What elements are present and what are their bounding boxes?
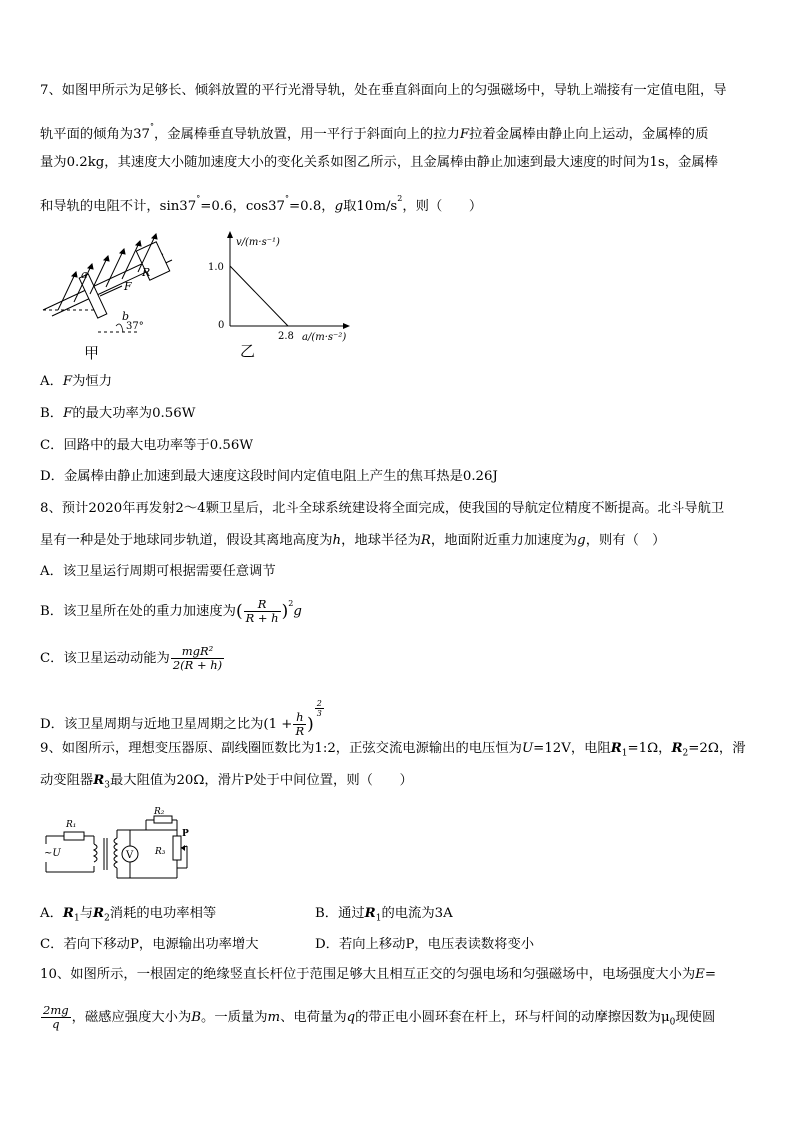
q7-option-a[interactable]: A．F为恒力 xyxy=(40,374,113,389)
q7-line4: 和导轨的电阻不计，sin37°=0.6，cos37°=0.8，g取$10m/s^2$，则（ ） xyxy=(40,194,483,214)
label-a: a xyxy=(81,268,88,281)
q8-option-c[interactable]: C．该卫星运动动能为 $\frac{\text{mgR²}}{2(R + h)}$ xyxy=(40,644,223,672)
q9-line2: 动变阻器$R_3$最大阻值为20Ω，滑片P处于中间位置，则（ ） xyxy=(40,773,413,791)
q8-option-a[interactable]: A．该卫星运行周期可根据需要任意调节 xyxy=(40,564,276,579)
figure-transformer-circuit xyxy=(42,806,192,882)
q7-line1: 7、如图甲所示为足够长、倾斜放置的平行光滑导轨，处在垂直斜面向上的匀强磁场中，导轨上端接有一定值电阻，导 xyxy=(40,83,727,98)
x-axis-label: a/(m·s⁻²) xyxy=(302,332,347,343)
q7-option-b[interactable]: B．F的最大功率为0.56W xyxy=(40,406,196,421)
label-b: b xyxy=(122,310,130,323)
caption-yi: 乙 xyxy=(240,342,256,360)
q9-option-d[interactable]: D．若向上移动P，电压表读数将变小 xyxy=(315,937,535,952)
label-F: F xyxy=(124,280,132,293)
caption-jia: 甲 xyxy=(84,344,100,362)
figure-jia-incline-rails xyxy=(38,232,188,364)
q9-option-b[interactable]: B．通过$R_1$的电流为3A xyxy=(315,906,453,924)
label-R3: R₃ xyxy=(155,847,166,857)
figure-yi-v-a-graph xyxy=(200,228,370,364)
voltmeter-label: V xyxy=(126,850,134,861)
label-P: P xyxy=(182,829,189,839)
q8-option-b[interactable]: B．该卫星所在处的重力加速度为( $\frac{R}{R + h}$ )$^2$g xyxy=(40,597,302,625)
x-tick: 2.8 xyxy=(278,331,294,342)
label-U: ~U xyxy=(44,848,61,859)
q8-line1: 8、预计2020年再发射2～4颗卫星后，北斗全球系统建设将全面完成，使我国的导航定位精度不断提高。北斗导航卫 xyxy=(40,501,725,516)
q8-line2: 星有一种是处于地球同步轨道，假设其离地高度为h，地球半径为R，地面附近重力加速度为g，则有（ ） xyxy=(40,533,666,548)
q8-option-d[interactable]: D．该卫星周期与近地卫星周期之比为(1 + $\frac{h}{R}$ ) $\frac{2}{3}$ xyxy=(40,699,322,738)
y-tick: 1.0 xyxy=(208,262,224,273)
q10-line2: $\frac{2mg}{q}$ ，磁感应强度大小为B。一质量为m、电荷量为q的带正电小圆环套在杆上，环与杆间的动摩擦因数为$\mu_0$现使圆 xyxy=(43,1003,716,1031)
q7-option-d[interactable]: D．金属棒由静止加速到最大速度这段时间内定值电阻上产生的焦耳热是0.26J xyxy=(40,469,498,484)
label-R: R xyxy=(142,266,151,279)
q7-line3: 量为0.2kg，其速度大小随加速度大小的变化关系如图乙所示，且金属棒由静止加速到最大速度的时间为1s，金属棒 xyxy=(40,155,718,170)
q9-line1: 9、如图所示，理想变压器原、副线圈匝数比为1:2，正弦交流电源输出的电压恒为U=12V，电阻$R_1=1\Omega$，$R_2=2\Omega$，滑 xyxy=(40,741,746,759)
q7-line2: 轨平面的倾角为37°，金属棒垂直导轨放置，用一平行于斜面向上的拉力F拉着金属棒由静止向上运动，金属棒的质 xyxy=(40,122,709,142)
label-angle: 37° xyxy=(126,321,144,332)
origin-label: 0 xyxy=(218,320,225,331)
q10-line1: 10、如图所示，一根固定的绝缘竖直长杆位于范围足够大且相互正交的匀强电场和匀强磁场中，电场强度大小为E= xyxy=(40,967,717,982)
q9-option-a[interactable]: A．$R_1$与$R_2$消耗的电功率相等 xyxy=(40,906,217,924)
q7-option-c[interactable]: C．回路中的最大电功率等于0.56W xyxy=(40,438,254,453)
label-R2: R₂ xyxy=(154,807,165,817)
label-R1: R₁ xyxy=(66,820,77,830)
q9-option-c[interactable]: C．若向下移动P，电源输出功率增大 xyxy=(40,937,259,952)
y-axis-label: v/(m·s⁻¹) xyxy=(236,237,280,248)
